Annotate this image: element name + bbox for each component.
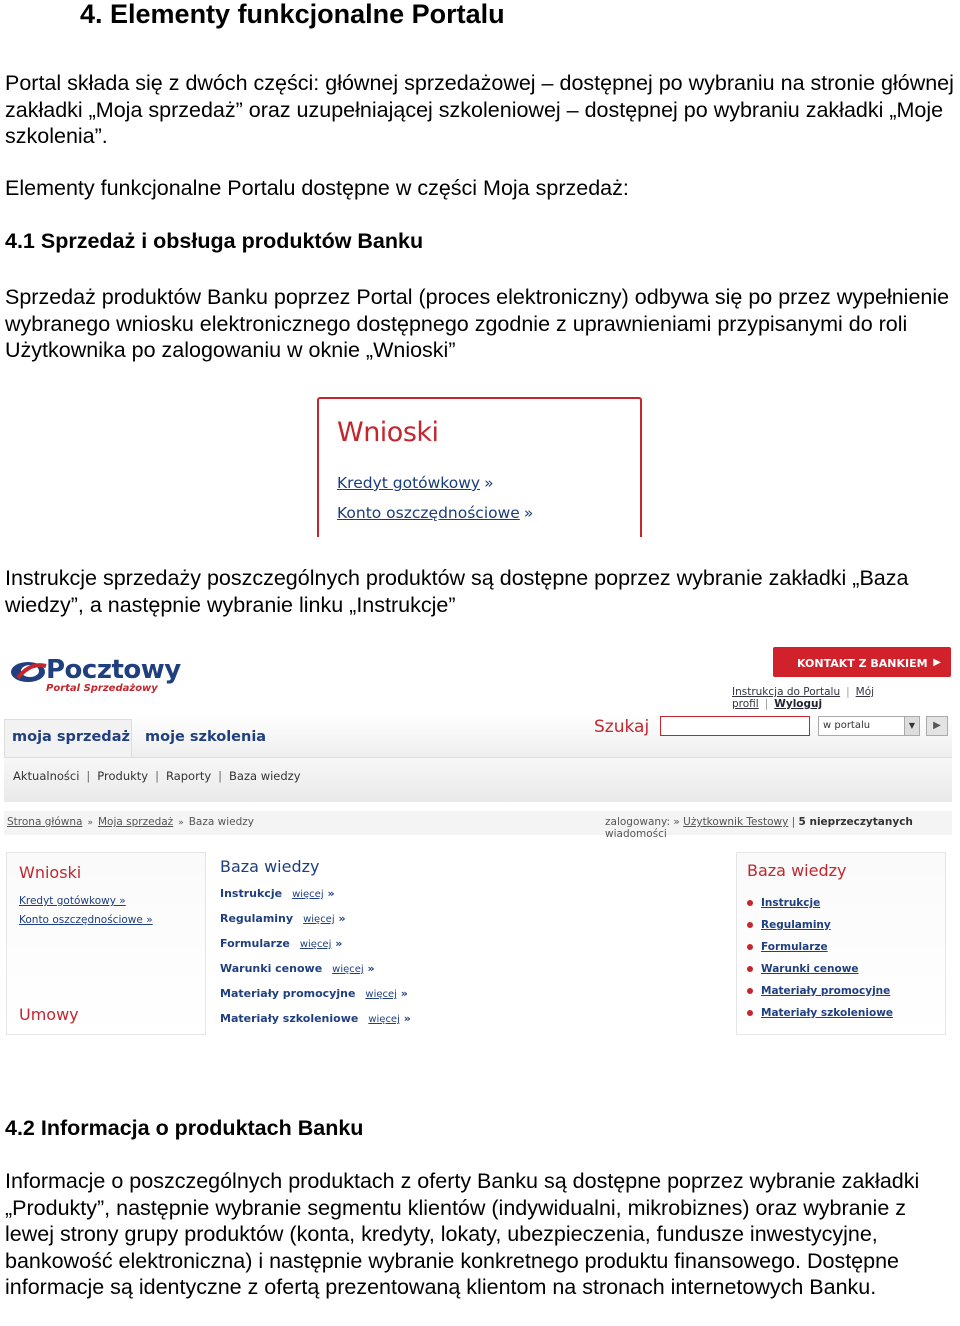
breadcrumb: Strona główna » Moja sprzedaż » Baza wiedzy xyxy=(7,816,254,828)
intro-paragraph-2: Elementy funkcjonalne Portalu dostępne w części Moja sprzedaż: xyxy=(5,176,629,200)
profil-link[interactable]: Mój profil xyxy=(732,686,875,710)
kb-item[interactable]: Materiały szkoleniowe więcej » xyxy=(220,1012,411,1025)
wyloguj-link[interactable]: Wyloguj xyxy=(774,698,823,710)
subnav-produkty[interactable]: Produkty xyxy=(97,769,149,783)
unread-count[interactable]: 5 nieprzeczytanych xyxy=(798,816,913,828)
portal-screenshot xyxy=(4,645,952,1035)
section-heading: 4. Elementy funkcjonalne Portalu xyxy=(80,0,505,29)
right-kb-item[interactable]: Warunki cenowe xyxy=(747,963,859,975)
intro-paragraph: Portal składa się z dwóch części: głównej sprzedażowej – dostępnej po wybraniu na stronie głównej zakładki „Moja sprzedaż” oraz uzupełniającej szkoleniowej – dostępnej po wybraniu zakładki „Moje szkolenia”. xyxy=(5,71,954,148)
kb-item[interactable]: Formularze więcej » xyxy=(220,937,343,950)
left-wnioski-title: Wnioski xyxy=(19,863,82,882)
tab-moja-sprzedaz[interactable]: moja sprzedaż xyxy=(12,729,130,745)
subnav-baza-wiedzy[interactable]: Baza wiedzy xyxy=(229,769,301,783)
section-4-1-text-2: Instrukcje sprzedaży poszczególnych produktów są dostępne poprzez wybranie zakładki „Baza wiedzy”, a następnie wybranie linku „Instrukcje” xyxy=(5,566,909,617)
kb-item[interactable]: Warunki cenowe więcej » xyxy=(220,962,375,975)
right-kb-title: Baza wiedzy xyxy=(747,861,847,880)
right-kb-item[interactable]: Materiały szkoleniowe xyxy=(747,1007,893,1019)
tab-moje-szkolenia[interactable]: moje szkolenia xyxy=(145,729,267,745)
right-kb-item[interactable]: Formularze xyxy=(747,941,828,953)
logo-icon xyxy=(8,658,50,684)
kontakt-button[interactable]: KONTAKT Z BANKIEM ▶ xyxy=(773,647,951,677)
left-panel xyxy=(6,852,206,1035)
kb-item[interactable]: Regulaminy więcej » xyxy=(220,912,346,925)
wnioski-panel xyxy=(317,397,642,537)
arrow-right-icon: ▶ xyxy=(933,657,941,668)
top-links: Instrukcja do Portalu | Mój profil | Wyloguj xyxy=(732,686,875,710)
crumb-baza-wiedzy: Baza wiedzy xyxy=(188,816,254,828)
kb-item[interactable]: Materiały promocyjne więcej » xyxy=(220,987,408,1000)
kb-title: Baza wiedzy xyxy=(220,857,320,876)
user-link[interactable]: Użytkownik Testowy xyxy=(683,816,789,828)
crumb-strona-glowna[interactable]: Strona główna xyxy=(7,816,83,828)
sub-nav-items: Aktualności | Produkty | Raporty | Baza wiedzy xyxy=(13,769,301,783)
kb-item[interactable]: Instrukcje więcej » xyxy=(220,887,335,900)
wnioski-link-konto[interactable]: Konto oszczędnościowe » xyxy=(337,504,534,522)
right-kb-item[interactable]: Regulaminy xyxy=(747,919,831,931)
logo-text[interactable]: Pocztowy xyxy=(46,655,181,685)
subnav-raporty[interactable]: Raporty xyxy=(165,769,212,783)
instrukcja-link[interactable]: Instrukcja do Portalu xyxy=(732,686,841,698)
section-4-1-text: Sprzedaż produktów Banku poprzez Portal (proces elektroniczny) odbywa się po przez wypełnienie wybranego wniosku elektronicznego dostępnego zgodnie z uprawnieniami przypisanymi do roli Użytkownika po zalogowaniu w oknie „Wnioski” xyxy=(5,285,950,362)
section-4-2-text: Informacje o poszczególnych produktach z oferty Banku są dostępne poprzez wybranie zakładki „Produkty”, następnie wybranie segmentu klientów (indywidualni, mikrobiznes) oraz wybranie z lewej strony grupy produktów (konta, kredyty, lokaty, ubezpieczenia, fundusze inwestycyjne, bankowość elektroniczna) i następnie wybranie konkretnego produktu finansowego. Dostępne informacje są identyczne z ofertą prezentowaną klientom na stronach internetowych Banku. xyxy=(5,1169,920,1299)
crumb-moja-sprzedaz[interactable]: Moja sprzedaż xyxy=(97,816,174,828)
login-info: zalogowany: » Użytkownik Testowy | 5 nieprzeczytanych wiadomości xyxy=(605,816,913,840)
wnioski-link-kredyt[interactable]: Kredyt gotówkowy » xyxy=(337,474,494,492)
section-4-2-title: 4.2 Informacja o produktach Banku xyxy=(5,1116,364,1140)
search-go-button[interactable]: ▶ xyxy=(926,716,948,736)
left-umowy-title[interactable]: Umowy xyxy=(19,1005,79,1024)
logo-subtitle: Portal Sprzedażowy xyxy=(46,683,158,694)
subnav-aktualnosci[interactable]: Aktualności xyxy=(13,769,80,783)
left-link-kredyt[interactable]: Kredyt gotówkowy » xyxy=(19,895,126,907)
right-kb-item[interactable]: Instrukcje xyxy=(747,897,820,909)
right-panel xyxy=(736,852,946,1035)
section-4-1-title: 4.1 Sprzedaż i obsługa produktów Banku xyxy=(5,229,424,253)
search-scope-select[interactable]: w portalu ▼ xyxy=(818,716,920,736)
chevron-down-icon: ▼ xyxy=(904,717,919,735)
left-link-konto[interactable]: Konto oszczędnościowe » xyxy=(19,914,153,926)
knowledge-base-list xyxy=(210,845,730,1035)
right-kb-item[interactable]: Materiały promocyjne xyxy=(747,985,890,997)
search-input[interactable] xyxy=(660,716,810,736)
search-label: Szukaj xyxy=(594,717,650,737)
wnioski-title: Wnioski xyxy=(337,417,439,448)
